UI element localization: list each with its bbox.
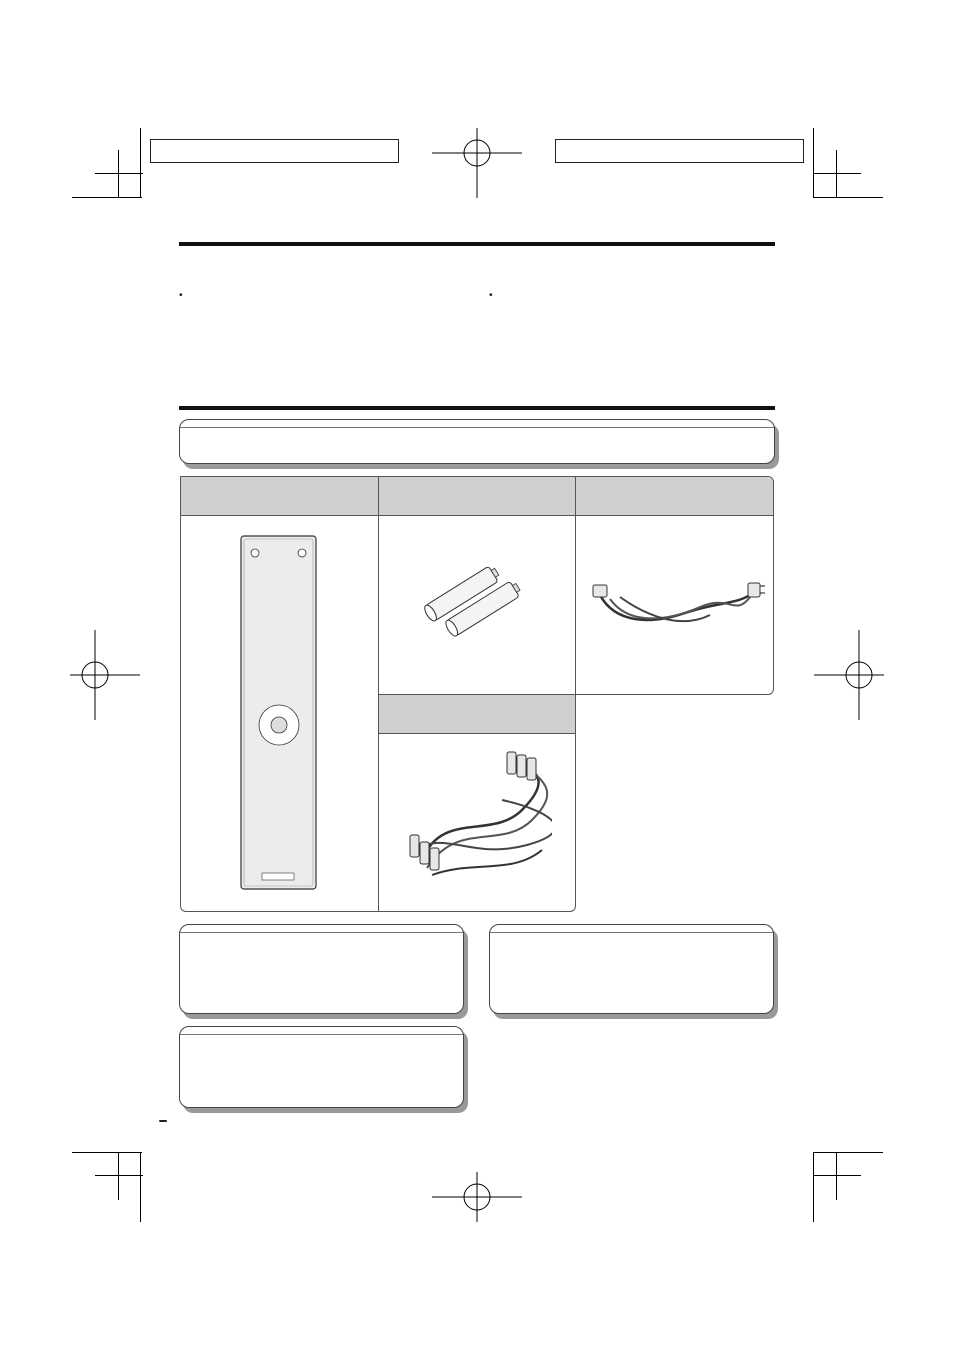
av-cable-illustration — [402, 750, 552, 880]
registration-mark-top — [432, 108, 522, 198]
color-bar-right — [555, 139, 804, 163]
batteries-header — [379, 477, 575, 516]
remote-model-plate — [262, 873, 294, 880]
step3-title — [180, 1027, 463, 1035]
page-footer — [159, 1120, 169, 1122]
step4-title — [490, 925, 773, 933]
language-badge — [159, 1120, 167, 1122]
step1-box — [179, 419, 775, 464]
step2-title — [180, 925, 463, 933]
step3-body — [180, 1035, 463, 1045]
step2-body — [180, 933, 463, 943]
step1-text — [180, 428, 774, 438]
remote-control-illustration — [240, 535, 318, 891]
important-info-rule — [179, 242, 775, 246]
step3-box — [179, 1026, 464, 1108]
registration-mark-bottom — [432, 1152, 522, 1242]
remote-header — [181, 477, 378, 516]
getting-started-rule — [179, 406, 775, 410]
rw-compatible-logo — [293, 252, 353, 253]
eject-button — [298, 549, 306, 557]
ac-cable-header — [576, 477, 773, 516]
step4-body — [490, 933, 773, 943]
registration-mark-right — [814, 630, 904, 720]
av-cable-header — [379, 695, 575, 734]
step2-box — [179, 924, 464, 1014]
registration-mark-left — [50, 630, 140, 720]
dpad-enter — [271, 717, 287, 733]
step4-box — [489, 924, 774, 1014]
step1-title — [180, 420, 774, 428]
ac-cable-illustration — [590, 575, 765, 635]
color-bar-left — [150, 139, 399, 163]
power-button — [251, 549, 259, 557]
batteries-illustration — [420, 565, 530, 640]
